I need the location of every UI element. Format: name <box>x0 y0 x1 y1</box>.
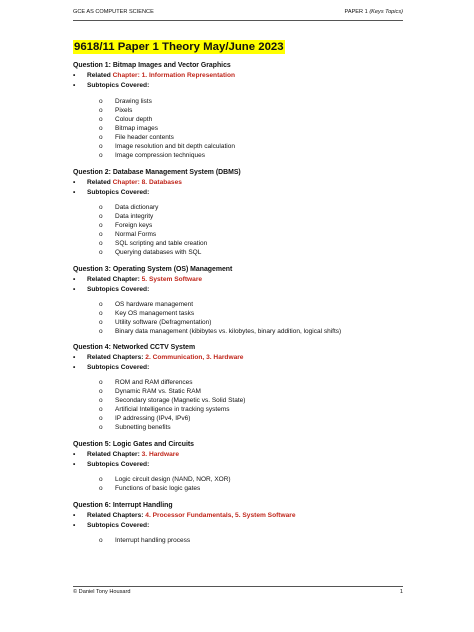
document-title: 9618/11 Paper 1 Theory May/June 2023 <box>74 41 284 53</box>
question-3-heading: Question 3: Operating System (OS) Management <box>73 266 233 273</box>
document-page: GCE AS COMPUTER SCIENCE PAPER 1 (Keys Topics) 9618/11 Paper 1 Theory May/June 2023 Question 1: Bitmap Images and Vector Graphics • Related Chapter: 1. Information Representation • Subtopics Covered: o Drawing lists o Pixels o Colour depth o Bitmap images o File header contents o Image resolution and bit depth calculation o Image compression techniques Question 2: Database Management System (DBMS) • Related Chapter: 8. Databases • Subtopics Covered: o Data dictionary o Data integrity o Foreign keys o Normal Forms o SQL scripting and table creation o Querying databases with SQL Question 3: Operating System (OS) Management • Related Chapter: 5. System Software • Subtopics Covered: o OS hardware management o Key OS management tasks o Utility software (Defragmentation) o Binary data management (kibibytes vs. kilobytes, binary addition, logical shifts) Question 4: Networked CCTV System • Related Chapters: 2. Communication, 3. Hardware • Subtopics Covered: o ROM and RAM differences o Dynamic RAM vs. Static RAM o Secondary storage (Magnetic vs. Solid State) o Artificial Intelligence in tracking systems o IP addressing (IPv4, IPv6) o Subnetting benefits Question 5: Logic Gates and Circuits • Related Chapter: 3. Hardware • Subtopics Covered: o Logic circuit design (NAND, NOR, XOR) o Functions of basic logic gates Question 6: Interrupt Handling • Related Chapters: 4. Processor Fundamentals, 5. System Software • Subtopics Covered: o Interrupt handling process © Daniel Tony Housard 1 <box>73 9 403 595</box>
question-5-heading: Question 5: Logic Gates and Circuits <box>73 441 194 448</box>
question-4-heading: Question 4: Networked CCTV System <box>73 344 196 351</box>
question-1-heading: Question 1: Bitmap Images and Vector Graphics <box>73 62 231 69</box>
question-6-heading: Question 6: Interrupt Handling <box>73 502 173 509</box>
header-paper: PAPER 1 (Keys Topics) <box>344 9 403 15</box>
page-number: 1 <box>399 589 403 595</box>
question-2-heading: Question 2: Database Management System (DBMS) <box>73 169 241 176</box>
page-footer <box>73 586 403 595</box>
footer-copyright: © Daniel Tony Housard <box>73 589 131 595</box>
page-header <box>73 9 403 21</box>
header-course: GCE AS COMPUTER SCIENCE <box>73 9 154 15</box>
